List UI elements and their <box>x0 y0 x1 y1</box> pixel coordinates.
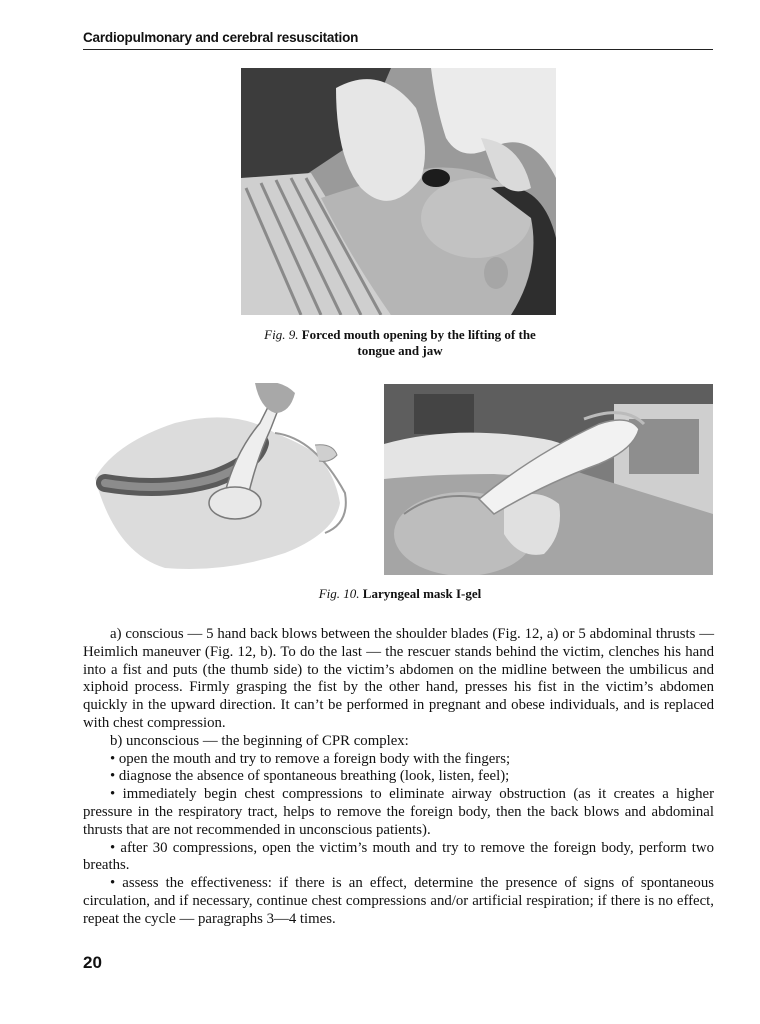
bullet-chest-compressions: • immediately begin chest compressions to eliminate airway obstruction (as it creates a higher pressure in the respiratory tract, helps to remove the foreign body, then the back blows and abdominal thrusts that are not recommended in unconscious patients). <box>83 786 714 838</box>
figure-9-caption-line2: tongue and jaw <box>357 343 443 358</box>
paragraph-unconscious: b) unconscious — the beginning of CPR complex: <box>110 732 409 749</box>
bullet-diagnose-breathing: • diagnose the absence of spontaneous breathing (look, listen, feel); <box>110 768 510 785</box>
bullet-open-mouth: • open the mouth and try to remove a foreign body with the fingers; <box>110 750 511 767</box>
running-header-title: Cardiopulmonary and cerebral resuscitation <box>83 30 359 45</box>
figure-9-caption <box>200 327 600 359</box>
figure-9-photo <box>241 68 556 315</box>
bullet-assess-effectiveness: • assess the effectiveness: if there is an effect, determine the presence of signs of spontaneous circulation, and if necessary, continue chest compressions and/or artificial respiration; if there is no effect, repeat the cycle — paragraphs 3—4 times. <box>83 875 714 927</box>
paragraph-conscious: a) conscious — 5 hand back blows between the shoulder blades (Fig. 12, a) or 5 abdominal thrusts — Heimlich maneuver (Fig. 12, b). To do the last — the rescuer stands behind the victim, clenches his hand into a fist and puts (the thumb side) to the victim’s abdomen on the midline between the umbilicus and xiphoid process. Firmly grasping the fist by the other hand, presses his fist in the victim’s abdomen quickly in the upward direction. It can’t be performed in pregnant and obese individuals, and is replaced with chest compression. <box>83 626 714 731</box>
page-number: 20 <box>83 953 102 972</box>
figure-10-caption-text: Laryngeal mask I-gel <box>362 586 482 601</box>
figure-10-caption <box>200 586 600 602</box>
body-text <box>83 626 714 929</box>
header-rule <box>83 49 713 50</box>
figure-10-illustration-left <box>85 383 360 578</box>
figure-9-caption-line1: Forced mouth opening by the lifting of the <box>301 327 536 342</box>
figure-9-label: Fig. 9. <box>264 327 299 342</box>
bullet-after-compressions: • after 30 compressions, open the victim’s mouth and try to remove the foreign body, perform two breaths. <box>83 839 714 874</box>
figure-10-photo-right <box>384 384 713 575</box>
figure-10-label: Fig. 10. <box>318 586 360 601</box>
